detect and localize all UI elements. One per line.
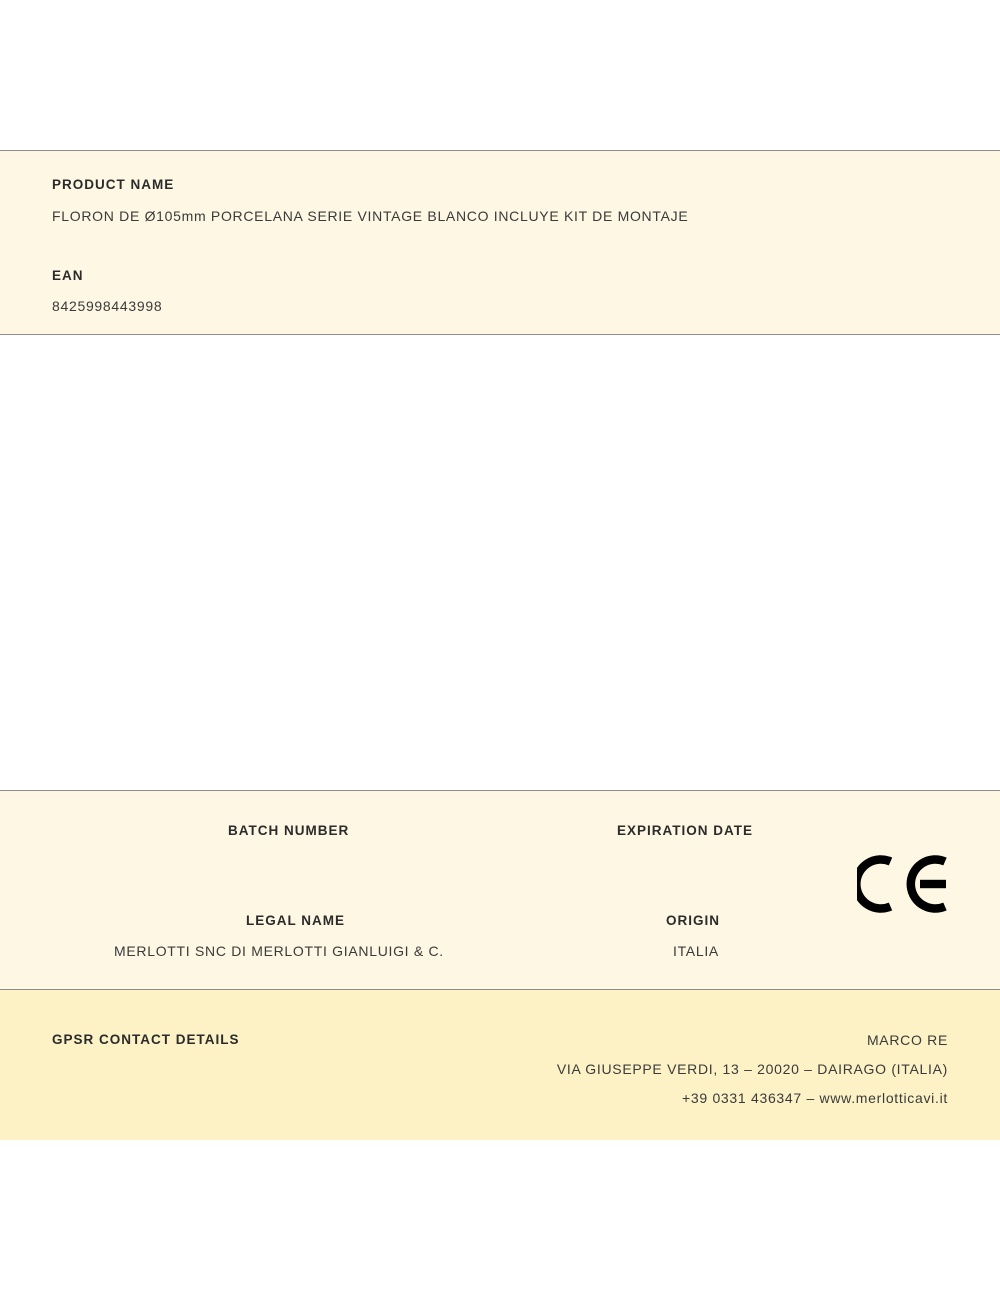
gpsr-contact-lines — [557, 1026, 948, 1113]
gpsr-contact-phone-web: +39 0331 436347 – www.merlotticavi.it — [682, 1090, 948, 1106]
ean-value: 8425998443998 — [52, 298, 163, 314]
batch-number-label: BATCH NUMBER — [228, 823, 350, 838]
origin-label: ORIGIN — [666, 913, 721, 928]
blank-content-area — [0, 335, 1000, 790]
product-name-value: FLORON DE Ø105mm PORCELANA SERIE VINTAGE BLANCO INCLUYE KIT DE MONTAJE — [52, 208, 689, 224]
origin-value: ITALIA — [673, 943, 719, 959]
ce-marking-icon — [857, 853, 949, 915]
legal-name-value: MERLOTTI SNC DI MERLOTTI GIANLUIGI & C. — [114, 943, 444, 959]
page-footer-blank — [0, 1140, 1000, 1300]
gpsr-contact-block — [0, 990, 1000, 1140]
expiration-date-label: EXPIRATION DATE — [617, 823, 754, 838]
batch-legal-block — [0, 790, 1000, 990]
gpsr-contact-address: VIA GIUSEPPE VERDI, 13 – 20020 – DAIRAGO (ITALIA) — [556, 1061, 948, 1077]
product-name-label: PRODUCT NAME — [52, 177, 175, 192]
product-info-block — [0, 150, 1000, 335]
ean-label: EAN — [52, 268, 84, 283]
legal-name-label: LEGAL NAME — [246, 913, 346, 928]
gpsr-contact-name: MARCO RE — [866, 1032, 948, 1048]
gpsr-contact-details-label: GPSR CONTACT DETAILS — [52, 1032, 240, 1047]
